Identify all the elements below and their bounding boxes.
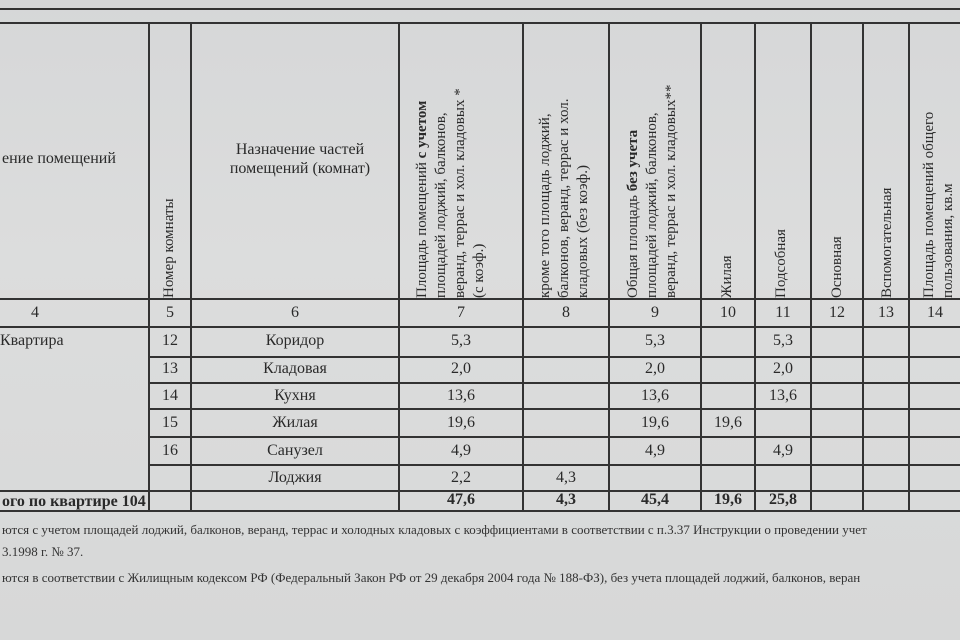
grid-line: [148, 356, 960, 358]
col-number: 7: [457, 304, 465, 321]
col-number: 11: [775, 304, 791, 321]
grid-line: [862, 22, 864, 512]
header-col10: Жилая: [719, 255, 735, 298]
grid-line: [148, 382, 960, 384]
col-number: 8: [562, 304, 570, 321]
header-col8-line1: кроме того площадь лоджий,: [537, 113, 553, 298]
col-number: 9: [651, 304, 659, 321]
grid-line: [190, 22, 192, 512]
grid-line: [754, 22, 756, 512]
col-number: 5: [166, 304, 174, 321]
cell-c9: 2,0: [645, 360, 665, 377]
col-number: 4: [31, 304, 39, 321]
cell-c6: Лоджия: [268, 469, 322, 486]
header-col7-line1b: с учетом: [414, 100, 430, 159]
total-c8: 4,3: [556, 491, 576, 508]
cell-c4: Квартира: [0, 332, 64, 349]
cell-c5: 14: [162, 387, 178, 404]
header-col9-line2: площадей лоджий, балконов,: [644, 112, 660, 298]
header-col9-line1: [624, 85, 643, 298]
header-col14-line2: пользования, кв.м: [940, 183, 956, 298]
cell-c8: 4,3: [556, 469, 576, 486]
header-col7: [413, 88, 489, 298]
header-col7-line3: веранд, террас и хол. кладовых *: [452, 88, 468, 298]
header-col12: Основная: [829, 236, 845, 298]
header-col14: [920, 112, 958, 298]
header-col14-line1: Площадь помещений общего: [921, 111, 937, 298]
header-col7-line1: [413, 88, 432, 298]
grid-line: [148, 408, 960, 410]
grid-line: [398, 22, 400, 512]
cell-c11: 13,6: [769, 387, 797, 404]
cell-c7: 2,2: [451, 469, 471, 486]
cell-c6: Санузел: [267, 442, 323, 459]
grid-line: [0, 22, 960, 24]
footnote-1-cont: 3.1998 г. № 37.: [2, 544, 84, 559]
cell-c7: 19,6: [447, 414, 475, 431]
header-col8-line3: кладовых (без коэф.): [575, 165, 591, 298]
grid-line: [148, 436, 960, 438]
cell-c11: 4,9: [773, 442, 793, 459]
header-col11: Подсобная: [773, 229, 789, 298]
col-number: 12: [829, 304, 845, 321]
cell-c5: 15: [162, 414, 178, 431]
header-col9-line1b: без учета: [625, 129, 641, 192]
grid-line: [0, 298, 960, 300]
cell-c9: 19,6: [641, 414, 669, 431]
grid-line: [810, 22, 812, 512]
col-number: 13: [878, 304, 894, 321]
header-col8-line2: балконов, веранд, террас и хол.: [556, 98, 572, 298]
cell-c6: Кладовая: [263, 360, 327, 377]
col-number: 10: [720, 304, 736, 321]
cell-c10: 19,6: [714, 414, 742, 431]
total-c9: 45,4: [641, 491, 669, 508]
cell-c6: Жилая: [272, 414, 318, 431]
total-c10: 19,6: [714, 491, 742, 508]
header-col7-line4: (с коэф.): [471, 243, 487, 298]
cell-c7: 4,9: [451, 442, 471, 459]
cell-c9: 5,3: [645, 332, 665, 349]
header-col6: [205, 140, 395, 178]
cell-c6: Кухня: [274, 387, 316, 404]
cell-c7: 5,3: [451, 332, 471, 349]
footnote-2: ются в соответствии с Жилищным кодексом РФ (Федеральный Закон РФ от 29 декабря 2004 года № 188-ФЗ), без учета площадей лоджий, балконов, веран: [2, 570, 861, 585]
header-col9-line3: веранд, террас и хол. кладовых**: [663, 84, 679, 298]
cell-c9: 4,9: [645, 442, 665, 459]
header-col13: Вспомогательная: [879, 187, 895, 298]
cell-c6: Коридор: [265, 332, 325, 349]
total-c11: 25,8: [769, 491, 797, 508]
col-number: 14: [927, 304, 943, 321]
col-number: 6: [291, 304, 299, 321]
header-col6-line1: Назначение частей: [235, 141, 365, 158]
grid-line: [908, 22, 910, 512]
cell-c11: 5,3: [773, 332, 793, 349]
header-col5: Номер комнаты: [161, 198, 177, 298]
total-c7: 47,6: [447, 491, 475, 508]
header-col7-line1a: Площадь помещений: [414, 158, 430, 298]
cell-c7: 2,0: [451, 360, 471, 377]
grid-line: [522, 22, 524, 512]
cell-c7: 13,6: [447, 387, 475, 404]
cell-c5: 13: [162, 360, 178, 377]
grid-line: [0, 326, 960, 328]
total-label: ого по квартире 104: [2, 493, 146, 510]
header-col8: [536, 98, 593, 298]
cell-c5: 12: [162, 332, 178, 349]
header-col4: ение помещений: [2, 150, 116, 167]
grid-line: [700, 22, 702, 512]
header-col7-line2: площадей лоджий, балконов,: [433, 112, 449, 298]
top-border: [0, 0, 960, 10]
header-col9-line1a: Общая площадь: [625, 191, 641, 298]
header-col6-line2: помещений (комнат): [229, 160, 371, 177]
cell-c9: 13,6: [641, 387, 669, 404]
cell-c11: 2,0: [773, 360, 793, 377]
cell-c5: 16: [162, 442, 178, 459]
grid-line: [148, 22, 150, 512]
header-col9: [624, 85, 681, 298]
footnote-1: ются с учетом площадей лоджий, балконов, веранд, террас и холодных кладовых с коэффициентами в соответствии с п.3.37 Инструкции о проведении учет: [2, 522, 867, 537]
grid-line: [608, 22, 610, 512]
grid-line: [148, 464, 960, 466]
